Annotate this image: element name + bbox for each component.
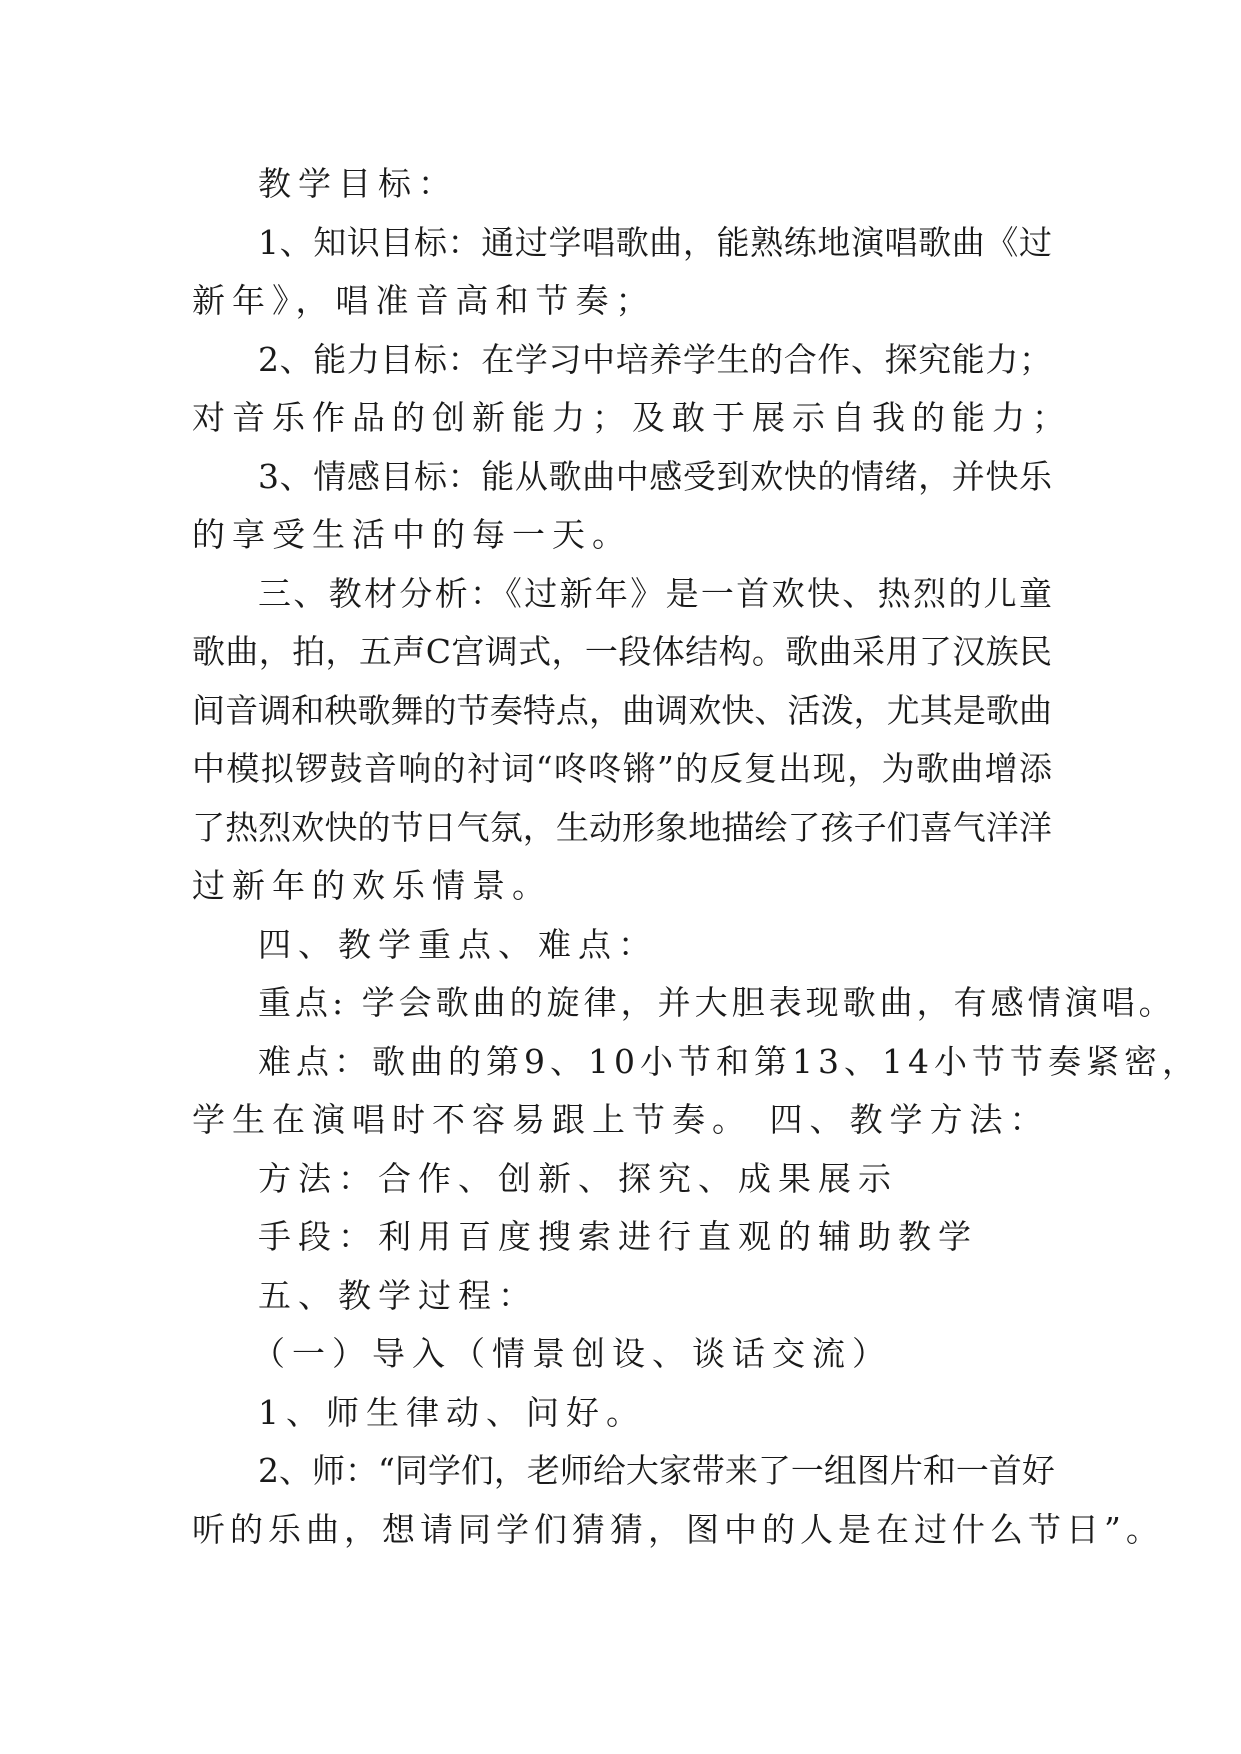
paragraph-line: 对音乐作品的创新能力；及敢于展示自我的能力； (192, 398, 1072, 437)
paragraph-line: 新年》，唱准音高和节奏； (192, 281, 656, 320)
paragraph-line: 1、知识目标：通过学唱歌曲，能熟练地演唱歌曲《过 (258, 222, 1052, 262)
paragraph-line: 间音调和秧歌舞的节奏特点，曲调欢快、活泼，尤其是歌曲 (192, 690, 1052, 730)
subsection-heading-introduction: （一）导入（情景创设、谈话交流） (252, 1334, 892, 1373)
paragraph-line: 的享受生活中的每一天。 (192, 515, 632, 554)
paragraph-line: 歌曲，拍，五声C宫调式，一段体结构。歌曲采用了汉族民 (192, 632, 1052, 671)
section-heading-key-points: 四、教学重点、难点： (258, 924, 658, 964)
paragraph-line: 2、能力目标：在学习中培养学生的合作、探究能力； (258, 339, 1052, 379)
paragraph-line: 3、情感目标：能从歌曲中感受到欢快的情绪，并快乐 (258, 456, 1052, 496)
paragraph-line: 方法：合作、创新、探究、成果展示 (258, 1158, 898, 1198)
heading-teaching-goals: 教学目标： (258, 164, 458, 203)
paragraph-line: 2、师：“同学们，老师给大家带来了一组图片和一首好 (258, 1451, 1055, 1490)
paragraph-line: 中模拟锣鼓音响的衬词“咚咚锵”的反复出现，为歌曲增添 (192, 749, 1052, 788)
paragraph-line: 学生在演唱时不容易跟上节奏。 四、教学方法： (192, 1100, 1050, 1139)
paragraph-line: 重点: 学会歌曲的旋律，并大胆表现歌曲，有感情演唱。 (258, 983, 1176, 1022)
paragraph-line: 难点：歌曲的第9、10小节和第13、14小节节奏紧密， (258, 1041, 1200, 1081)
section-heading-material-analysis: 三、教材分析：《过新年》是一首欢快、热烈的儿童 (258, 573, 1052, 613)
paragraph-line: 过新年的欢乐情景。 (192, 866, 552, 905)
paragraph-line: 手段：利用百度搜索进行直观的辅助教学 (258, 1217, 978, 1256)
paragraph-line: 了热烈欢快的节日气氛，生动形象地描绘了孩子们喜气洋洋 (192, 807, 1052, 847)
document-body (192, 155, 1200, 1559)
section-heading-teaching-process: 五、教学过程： (258, 1275, 538, 1315)
paragraph-line: 听的乐曲，想请同学们猜猜，图中的人是在过什么节日”。 (192, 1509, 1164, 1549)
paragraph-line: 1、师生律动、问好。 (258, 1392, 646, 1432)
